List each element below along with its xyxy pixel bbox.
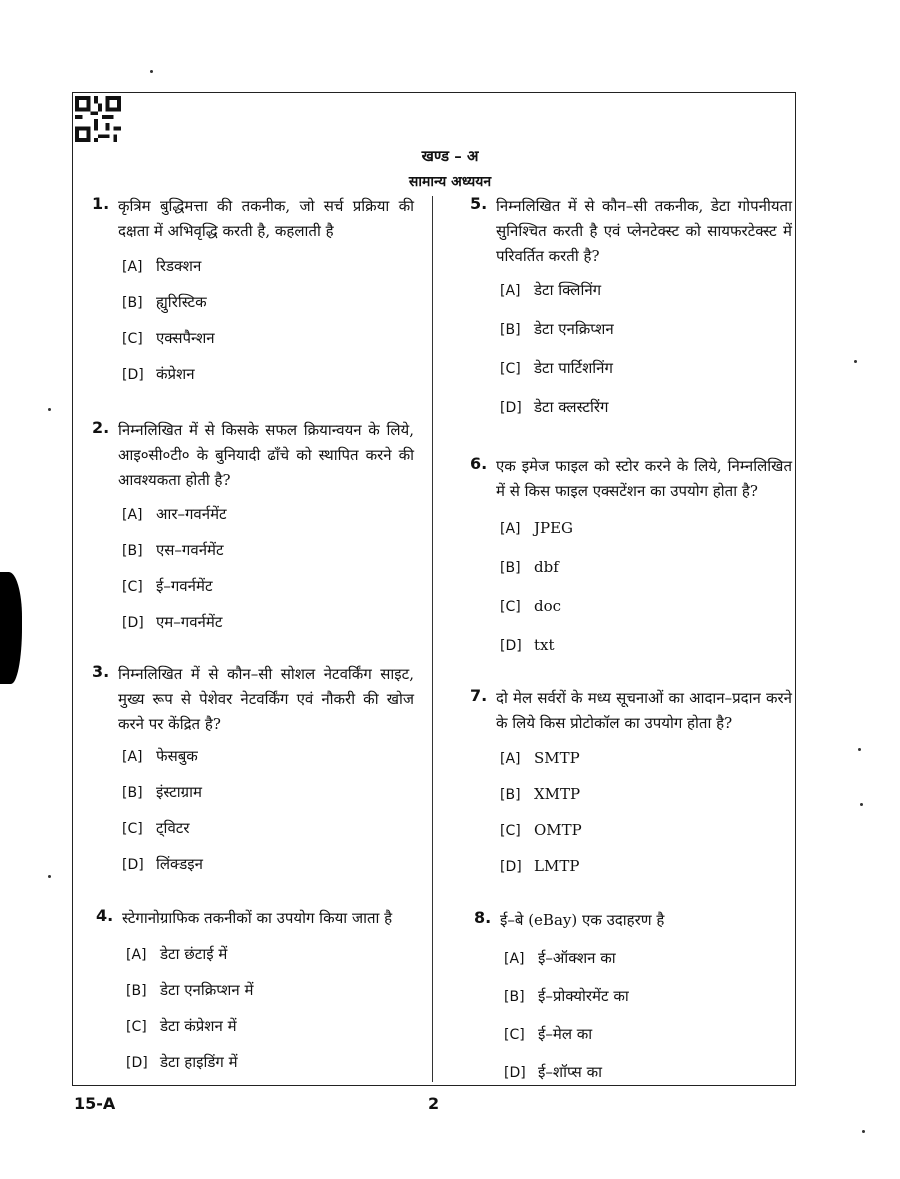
booklet-code: 15-A: [74, 1094, 116, 1113]
option-list: [500, 280, 614, 436]
question-number: 6.: [470, 454, 488, 473]
option-a: [A] ई–ऑक्शन का: [504, 949, 616, 967]
question-text: एक इमेज फाइल को स्टोर करने के लिये, निम्नलिखित में से किस फाइल एक्सटेंशन का उपयोग होता है?: [496, 457, 792, 500]
scan-speck: [854, 360, 857, 363]
question-number: 3.: [92, 662, 110, 681]
option-a: [A] SMTP: [500, 749, 580, 767]
question-text: निम्नलिखित में से कौन–सी तकनीक, डेटा गोपनीयता सुनिश्चित करती है एवं प्लेनटेक्स्ट को सायफरटेक्स्ट में परिवर्तित करती है?: [496, 197, 792, 265]
option-d: [D] डेटा हाइडिंग में: [126, 1053, 238, 1071]
question-text: ई–बे (eBay) एक उदाहरण है: [500, 911, 665, 929]
option-b: [B] ह्युरिस्टिक: [122, 293, 207, 311]
option-c: [C] ट्विटर: [122, 819, 190, 837]
option-list: [122, 504, 227, 648]
scan-speck: [862, 1130, 865, 1133]
question-text: कृत्रिम बुद्धिमत्ता की तकनीक, जो सर्च प्रक्रिया की दक्षता में अभिवृद्धि करती है, कहलाती है: [118, 197, 414, 240]
option-d: [D] डेटा क्लस्टरिंग: [500, 398, 609, 416]
option-b: [B] डेटा एनक्रिप्शन: [500, 320, 614, 338]
section-subheading: सामान्य अध्ययन: [408, 174, 492, 190]
option-c: [C] ई–मेल का: [504, 1025, 593, 1043]
scan-ink-blot: [0, 572, 22, 684]
option-c: [C] OMTP: [500, 821, 582, 839]
scan-speck: [858, 748, 861, 751]
option-a: [A] रिडक्शन: [122, 257, 202, 275]
option-list: [122, 256, 215, 400]
scan-speck: [48, 408, 51, 411]
option-list: [122, 746, 203, 890]
option-b: [B] dbf: [500, 558, 559, 576]
option-list: [504, 948, 629, 1100]
scan-speck: [860, 803, 863, 806]
question-text: स्टेगानोग्राफिक तकनीकों का उपयोग किया जाता है: [122, 909, 393, 927]
question-text: दो मेल सर्वरों के मध्य सूचनाओं का आदान–प्रदान करने के लिये किस प्रोटोकॉल का उपयोग होता है?: [496, 689, 792, 732]
option-a: [A] डेटा क्लिनिंग: [500, 281, 602, 299]
option-c: [C] डेटा कंप्रेशन में: [126, 1017, 237, 1035]
question-text: निम्नलिखित में से कौन–सी सोशल नेटवर्किंग साइट, मुख्य रूप से पेशेवर नेटवर्किंग एवं नौकरी की खोज करने पर केंद्रित है?: [118, 665, 414, 733]
option-d: [D] LMTP: [500, 857, 580, 875]
question-number: 5.: [470, 194, 488, 213]
option-d: [D] लिंक्डइन: [122, 855, 203, 873]
option-d: [D] txt: [500, 636, 555, 654]
question-number: 7.: [470, 686, 488, 705]
page-number: 2: [428, 1094, 440, 1113]
qr-code-icon: [74, 96, 122, 142]
question-number: 8.: [474, 908, 492, 927]
option-list: [500, 748, 582, 892]
column-divider: [432, 196, 433, 1082]
option-b: [B] XMTP: [500, 785, 581, 803]
option-c: [C] ई–गवर्नमेंट: [122, 577, 213, 595]
option-b: [B] एस–गवर्नमेंट: [122, 541, 224, 559]
option-a: [A] फेसबुक: [122, 747, 198, 765]
scan-speck: [48, 875, 51, 878]
question-text: निम्नलिखित में से किसके सफल क्रियान्वयन के लिये, आइ०सी०टी० के बुनियादी ढाँचे को स्थापित करने की आवश्यकता होती है?: [118, 421, 414, 489]
option-list: [500, 518, 573, 674]
option-c: [C] doc: [500, 597, 562, 615]
option-a: [A] आर–गवर्नमेंट: [122, 505, 227, 523]
option-b: [B] डेटा एनक्रिप्शन में: [126, 981, 254, 999]
option-b: [B] ई–प्रोक्योरमेंट का: [504, 987, 629, 1005]
option-d: [D] कंप्रेशन: [122, 365, 195, 383]
question-number: 1.: [92, 194, 110, 213]
option-list: [126, 944, 253, 1088]
option-b: [B] इंस्टाग्राम: [122, 783, 202, 801]
option-d: [D] ई–शॉप्स का: [504, 1063, 602, 1081]
option-d: [D] एम–गवर्नमेंट: [122, 613, 223, 631]
option-a: [A] डेटा छंटाई में: [126, 945, 228, 963]
question-number: 4.: [96, 906, 114, 925]
option-c: [C] एक्सपैन्शन: [122, 329, 215, 347]
option-a: [A] JPEG: [500, 519, 574, 537]
section-heading: खण्ड – अ: [421, 147, 479, 165]
option-c: [C] डेटा पार्टिशनिंग: [500, 359, 613, 377]
question-number: 2.: [92, 418, 110, 437]
scan-speck: [150, 70, 153, 73]
